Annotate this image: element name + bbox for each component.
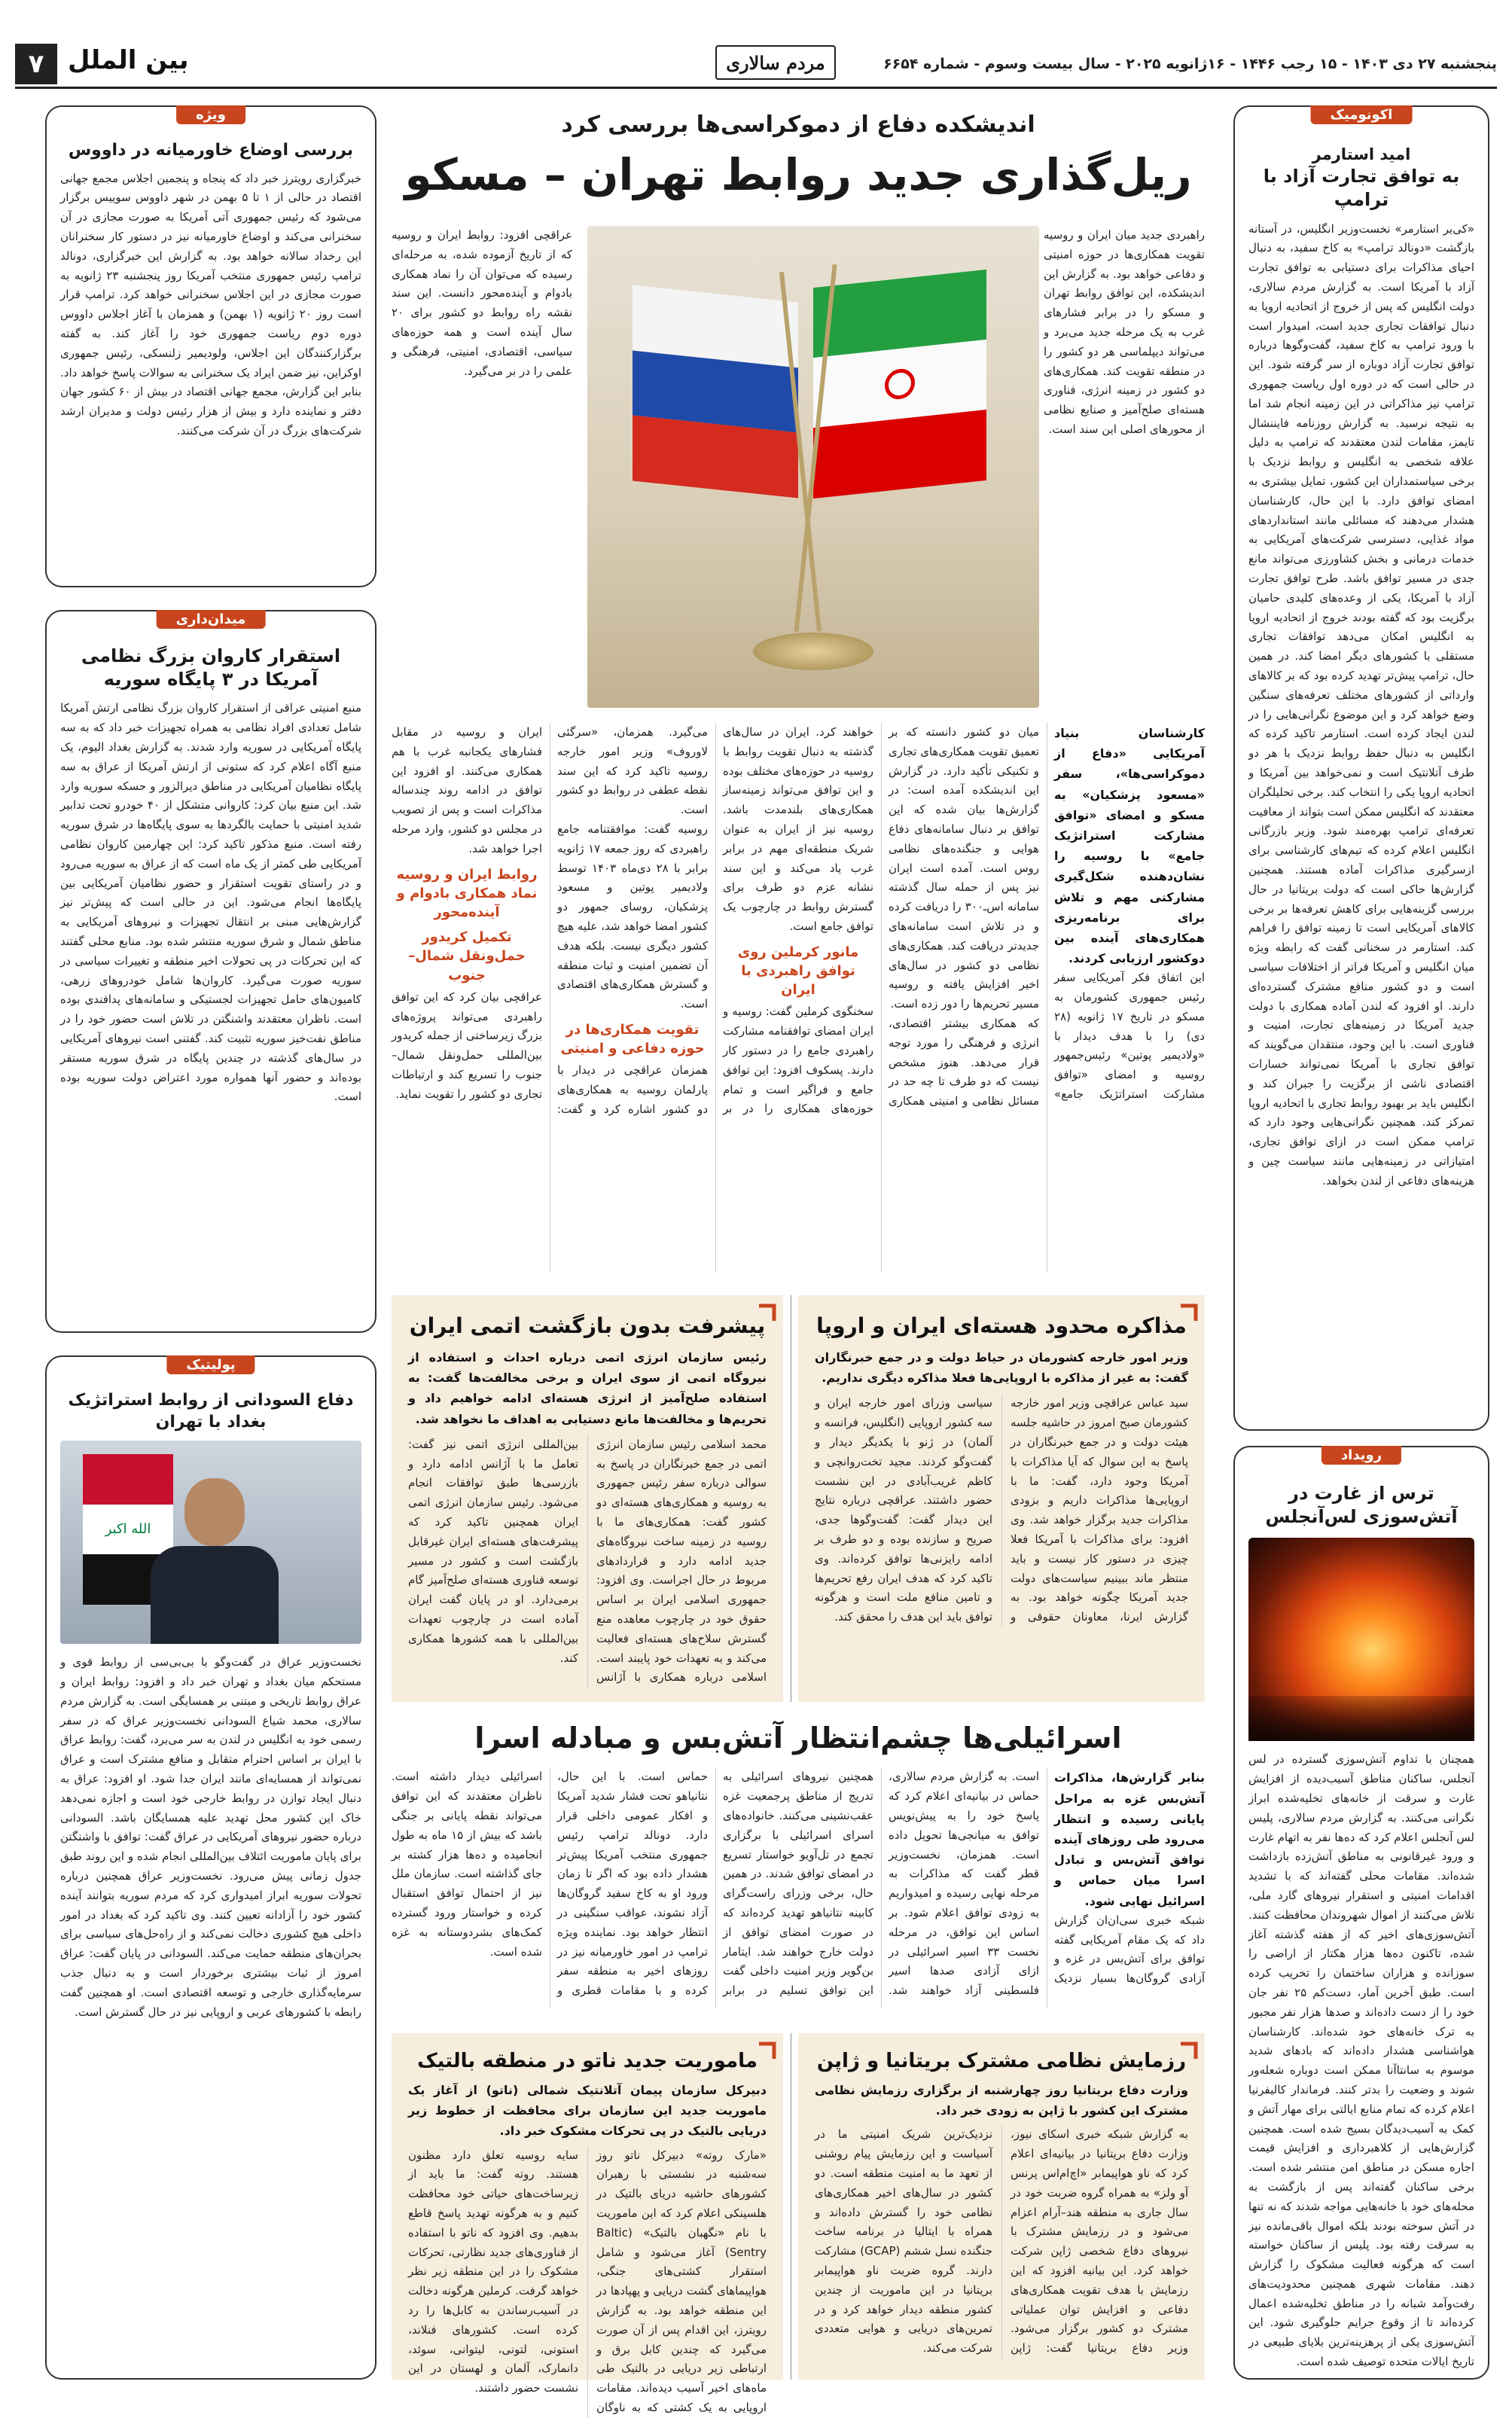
story-lead: وزیر امور خارجه کشورمان در حیاط دولت و در جمع خبرنگاران گفت: به غیر از مذاکره با اروپایی‌ها فعلا مذاکره دیگری نداریم.	[815, 1350, 1188, 1386]
story-body: شبکه خبری سی‌ان‌ان گزارش داد که یک مقام آمریکایی گفته توافق برای آتش‌بس در غزه و آزادی گروگان‌ها بسیار نزدیک است. به گزارش مردم سالاری، حماس در بیانیه‌ای اعلام کرد که پاسخ خود را به پیش‌نویس توافق به میانجی‌ها تحویل داده است. همزمان، نخست‌وزیر قطر گفت که مذاکرات به مرحله نهایی رسیده و امیدواریم به زودی توافق اعلام شود. بر اساس این توافق، در مرحله نخست ۳۳ اسیر اسرائیلی در ازای آزادی صدها اسیر فلسطینی آزاد خواهند شد. همچنین نیروهای اسرائیلی به تدریج از مناطق پرجمعیت غزه عقب‌نشینی می‌کنند. خانواده‌های اسرای اسرائیلی با برگزاری تجمع در تل‌آویو خواستار تسریع در امضای توافق شدند. در همین حال، برخی وزرای راست‌گرای کابینه نتانیاهو تهدید کرده‌اند که در صورت امضای توافق از دولت خارج خواهند شد. ایتامار بن‌گویر وزیر امنیت داخلی گفت این توافق تسلیم در برابر حماس است. با این حال، نتانیاهو تحت فشار شدید آمریکا و افکار عمومی داخلی قرار دارد. دونالد ترامپ رئیس جمهوری منتخب آمریکا پیش‌تر هشدار داده بود که اگر تا زمان ورود او به کاخ سفید گروگان‌ها آزاد نشوند، عواقب سنگینی در انتظار خواهد بود. نماینده ویژه ترامپ در امور خاورمیانه نیز در روزهای اخیر به منطقه سفر کرده و با مقامات قطری و اسرائیلی دیدار داشته است. ناظران معتقدند که این توافق می‌تواند نقطه پایانی بر جنگی باشد که بیش از ۱۵ ماه به طول انجامیده و ده‌ها هزار کشته بر جای گذاشته است. سازمان ملل نیز از احتمال توافق استقبال کرده و خواستار ورود گسترده کمک‌های بشردوستانه به غزه شده است.	[392, 1770, 1205, 1998]
main-story	[392, 105, 1205, 1280]
trump-trade-box	[1233, 105, 1489, 1431]
flag-base	[753, 633, 873, 670]
main-lead: کارشناسان بنیاد آمریکایی «دفاع از دموکراسی‌ها»، سفر «مسعود پزشکیان» به مسکو و امضای «توافق مشارکت استراتژیک جامع» با روسیه را نشان‌دهنده شکل‌گیری مشارکتی مهم و تلاش برای برنامه‌ریزی همکاری‌های آینده بین دوکشور ارزیابی کردند.	[1054, 726, 1205, 966]
masthead-text: مردم سالاری	[726, 52, 825, 74]
story-lead: رئیس سازمان انرژی اتمی درباره احداث و استفاده از نیروگاه اتمی از سوی ایران و برخی مخالفت‌ها گفت: به استفاده صلح‌آمیز از انرژی هسته‌ای ادامه خواهیم داد و تحریم‌ها و مخالفت‌ها مانع دستیابی به اهداف ما نخواهد شد.	[408, 1350, 767, 1426]
la-fire-box	[1233, 1446, 1489, 2380]
section-tag: ویژه	[176, 105, 245, 124]
russia-flag	[633, 285, 798, 498]
iraq-box	[45, 1355, 376, 2380]
corner-mark-icon	[756, 2041, 777, 2062]
page-number-badge	[15, 44, 57, 84]
story-body: سید عباس عراقچی وزیر امور خارجه کشورمان صبح امروز در حاشیه جلسه هیئت دولت و در جمع خبرنگاران در پاسخ به این سوال که آیا مذاکرات با آمریکا وجود دارد، گفت: ما با اروپایی‌ها مذاکرات داریم و بزودی مذاکرات جدید برگزار خواهد شد. وی افزود: برای مذاکرات با آمریکا فعلا چیزی در دستور کار نیست و باید منتظر ماند ببینیم سیاست‌های دولت جدید آمریکا چگونه خواهد بود. به گزارش ایرنا، معاونان حقوقی و سیاسی وزرای امور خارجه ایران و سه کشور اروپایی (انگلیس، فرانسه و آلمان) در ژنو با یکدیگر دیدار و گفت‌وگو کردند. مجید تخت‌روانچی و کاظم غریب‌آبادی در این نشست حضور داشتند. عراقچی درباره نتایج این دیدار گفت: گفت‌وگوها جدی، صریح و سازنده بوده و دو طرف بر ادامه رایزنی‌ها توافق کرده‌اند. وی تاکید کرد که هدف ایران رفع تحریم‌ها و تامین منافع ملت است و هرگونه توافق باید این هدف را محقق کند.	[815, 1396, 1188, 1624]
main-body-1: این اتفاق فکر آمریکایی سفر رئیس جمهوری کشورمان به مسکو در تاریخ ۱۷ ژانویه (۲۸ دی) را با هدف دیدار با «ولادیمیر پوتین» رئیس‌جمهور روسیه و امضای «توافق مشارکت استراتژیک جامع» میان دو کشور دانسته که بر تعمیق تقویت همکاری‌های تجاری و تکنیکی تأکید دارد. در گزارش این اندیشکده آمده است: در گزارش‌ها بیان شده که این توافق بر دنبال سامانه‌های دفاع هوایی و جنگنده‌های نظامی روس است. آمده است ایران نیز پس از حمله سال گذشته سامانه اس‌ـ۳۰۰ را دریافت کرده و در تلاش است سامانه‌های جدیدتر دریافت کند. همکاری‌های نظامی دو کشور در سال‌های اخیر افزایش یافته و روسیه مسیر تحریم‌ها را دور زده است.	[889, 725, 1205, 1102]
main-sub-1: مانور کرملین روی توافق راهبردی با ایران	[737, 944, 859, 999]
story-body: به گزارش شبکه خبری اسکای نیوز، وزارت دفاع بریتانیا در بیانیه‌ای اعلام کرد که ناو هواپیمابر «اچ‌ام‌اس پرنس آو ولز» به همراه گروه ضربت خود در سال جاری به منطقه هند–آرام اعزام می‌شود و در رزمایش مشترک با نیروهای دفاع شخصی ژاپن شرکت خواهد کرد. این بیانیه افزود که این رزمایش با هدف تقویت همکاری‌های دفاعی و افزایش توان عملیاتی مشترک دو کشور برگزار می‌شود. وزیر دفاع بریتانیا گفت: ژاپن نزدیک‌ترین شریک امنیتی ما در آسیاست و این رزمایش پیام روشنی از تعهد ما به امنیت منطقه است. دو کشور در سال‌های اخیر همکاری‌های نظامی خود را گسترش داده‌اند و همراه با ایتالیا در برنامه ساخت جنگنده نسل ششم (GCAP) مشارکت دارند. گروه ضربت ناو هواپیمابر بریتانیا در این ماموریت از چندین کشور منطقه دیدار خواهد کرد و در تمرین‌های دریایی و هوایی متعددی شرکت می‌کند.	[815, 2127, 1188, 2355]
corner-mark-icon	[756, 1303, 777, 1324]
main-kicker: اندیشکده دفاع از دموکراسی‌ها بررسی کرد	[561, 111, 1035, 138]
iraq-flag: الله اکبر	[83, 1454, 173, 1605]
story-title: ترس از غارت در آتش‌سوزی لس‌آنجلس	[1265, 1483, 1458, 1528]
nato-baltic-box	[392, 2033, 783, 2414]
section-tag: پولیتیک	[166, 1355, 255, 1374]
section-title: بین الملل	[68, 45, 189, 75]
story-body: خبرگزاری رویترز خبر داد که پنجاه و پنجمین اجلاس مجمع جهانی اقتصاد در حالی از ۱ تا ۵ بهمن در شهر داووس سوییس برگزار می‌شود که رئیس جمهوری آتی آمریکا به صورت مجازی در آن سخنرانی می‌کند و اوضاع خاورمیانه نیز در دستور کار سخنرانان این رخداد سالانه خواهد بود. به گزارش این خبرگزاری، دونالد ترامپ رئیس جمهوری منتخب آمریکا روز پنجشنبه ۲۳ ژانویه به صورت مجازی در این اجلاس سخنرانی خواهد کرد. ترامپ قرار است روز ۲۰ ژانویه (۱ بهمن) و همزمان با آغاز اجلاس داووس دوره دوم ریاست جمهوری خود را آغاز کند. به گفته برگزارکنندگان این اجلاس، ولودیمیر زلنسکی، رئیس جمهوری اوکراین، نیز ضمن ایراد یک سخنرانی به سوالات پاسخ خواهد داد. بنابر این گزارش، مجمع جهانی اقتصاد در بیش از ۶۰ کشور جهان دفتر و نماینده دارد و بیش از هزار رئیس دولت و مدیران ارشد شرکت‌های بزرگ در آن شرکت می‌کنند.	[60, 171, 362, 438]
main-body-6: عراقچی افزود: روابط ایران و روسیه که از تاریخ آزموده شده، به مرحله‌ای رسیده که می‌توان آن را نماد همکاری بادوام و آینده‌محور دانست. این سند نقشه راه روابط دو کشور برای ۲۰ سال آینده است و همه حوزه‌های سیاسی، اقتصادی، امنیتی، فرهنگی و علمی را در بر می‌گیرد.	[392, 228, 572, 378]
story-title: بررسی اوضاع خاورمیانه در داووس	[68, 141, 354, 160]
story-lead: دبیرکل سازمان پیمان آتلانتیک شمالی (ناتو) از آغاز یک ماموریت جدید این سازمان برای محافظت از خطوط زیر دریایی بالتیک در پی تحرکات مشکوک خبر داد.	[408, 2083, 767, 2139]
main-sub-4: تکمیل کریدور حمل‌ونقل شمال–جنوب	[408, 929, 526, 983]
story-title: رزمایش نظامی مشترک بریتانیا و ژاپن	[816, 2050, 1187, 2072]
story-body: نخست‌وزیر عراق در گفت‌وگو با بی‌بی‌سی از روابط قوی و مستحکم میان بغداد و تهران خبر داد و افزود: روابط ایران و عراق روابط تاریخی و مبتنی بر همسایگی است. به گزارش مردم سالاری، محمد شیاع السودانی نخست‌وزیر عراق که در سفر رسمی خود به انگلیس در لندن به سر می‌برد، گفت: روابط عراق با ایران بر اساس احترام متقابل و منافع مشترک است و عراق نمی‌تواند از همسایه‌ای مانند ایران جدا شود. او افزود: عراق به دنبال ایجاد توازن در روابط خارجی خود است و اجازه نمی‌دهد خاک این کشور محل تهدید علیه همسایگان باشد. السودانی درباره حضور نیروهای آمریکایی در عراق گفت: توافق با واشنگتن برای پایان ماموریت ائتلاف بین‌المللی انجام شده و این روند طبق جدول زمانی پیش می‌رود. نخست‌وزیر عراق همچنین درباره تحولات سوریه ابراز امیدواری کرد که مردم سوریه بتوانند آینده کشور خود را آزادانه تعیین کنند. وی تاکید کرد که بغداد در امور داخلی هیچ کشوری دخالت نمی‌کند و از راه‌حل‌های سیاسی برای بحران‌های منطقه حمایت می‌کند. السودانی در پایان گفت: عراق امروز از ثبات بیشتری برخوردار است و به دنبال جذب سرمایه‌گذاری خارجی و توسعه اقتصادی است. او همچنین گفت رابطه با کشورهای عربی و اروپایی نیز در حال گسترش است.	[60, 1655, 361, 2019]
main-headline: ریل‌گذاری جدید روابط تهران – مسکو	[404, 149, 1192, 200]
section-tag: اکونومیک	[1311, 105, 1413, 124]
story-title-small: امید استارمر	[1312, 145, 1411, 163]
corner-mark-icon	[1178, 2041, 1199, 2062]
section-tag: میدان‌داری	[157, 610, 266, 629]
date-line: پنجشنبه ۲۷ دی ۱۴۰۳ - ۱۵ رجب ۱۴۴۶ - ۱۶ژانویه ۲۰۲۵ - سال بیست وسوم - شماره ۶۶۵۴	[883, 56, 1497, 72]
story-body: منبع امنیتی عراقی از استقرار کاروان بزرگ نظامی ارتش آمریکا شامل تعدادی افراد نظامی به همراه تجهیزات خبر داد که به سه پایگاه آمریکایی در سوریه وارد شدند. به گزارش بغداد الیوم، یک منبع آگاه اعلام کرد که ستونی از ارتش آمریکا از عراق به سه پایگاه نظامیان آمریکایی در مناطق دیرالزور و حسکه سوریه وارد شد. این منبع بیان کرد: کاروانی متشکل از ۴۰ خودرو تحت تدابیر شدید امنیتی با حمایت بالگردها به سوی پایگاه‌ها در شرق سوریه رفته است. منبع مذکور تاکید کرد: این چهارمین کاروان نظامی آمریکایی طی کمتر از یک ماه است که از عراق به سوریه می‌رود و در راستای تقویت استقرار و حضور نظامیان آمریکایی بین پایگاه‌ها انجام می‌شود. این در حالی است که پیش‌تر نیز گزارش‌هایی مبنی بر انتقال تجهیزات و نیروهای آمریکایی به مناطق شمال و شرق سوریه منتشر شده بود. منابع محلی گفتند که این تحرکات در پی تحولات اخیر منطقه و تغییرات سیاسی در سوریه صورت می‌گیرد. کاروان‌ها شامل خودروهای زرهی، کامیون‌های حامل تجهیزات لجستیکی و سامانه‌های پدافندی بوده است. ناظران معتقدند واشنگتن در تلاش است حضور خود را در مناطق نفت‌خیز سوریه تثبیت کند. گفتنی است نیروهای آمریکایی در سال‌های گذشته در چندین پایگاه در شرق سوریه مستقر بوده‌اند و حضور آنها همواره مورد اعتراض دولت سوریه بوده است.	[60, 701, 361, 1104]
story-body: همچنان با تداوم آتش‌سوزی گسترده در لس آنجلس، ساکنان مناطق آسیب‌دیده از افزایش غارت و سرقت از خانه‌های تخلیه‌شده ابراز نگرانی می‌کنند. به گزارش مردم سالاری، پلیس لس آنجلس اعلام کرد که ده‌ها نفر به اتهام غارت و ورود غیرقانونی به مناطق آتش‌زده بازداشت شده‌اند. مقامات محلی گفته‌اند که با تشدید اقدامات امنیتی و استقرار نیروهای گارد ملی، تلاش می‌کنند از اموال شهروندان محافظت کنند. آتش‌سوزی‌های اخیر که از هفته گذشته آغاز شده، تاکنون ده‌ها هزار هکتار از اراضی را سوزانده و هزاران ساختمان را تخریب کرده است. طبق آخرین آمار، دست‌کم ۲۵ نفر جان خود را از دست داده‌اند و صدها هزار نفر مجبور به ترک خانه‌های خود شده‌اند. کارشناسان هواشناسی هشدار داده‌اند که بادهای شدید موسوم به سانتاآنا ممکن است دوباره شعله‌ور شوند و وضعیت را بدتر کنند. فرماندار کالیفرنیا اعلام کرده که تمام منابع ایالتی برای مهار آتش و کمک به آسیب‌دیدگان بسیج شده است. همچنین گزارش‌هایی از کلاهبرداری و افزایش قیمت اجاره مسکن در مناطق امن منتشر شده است. برخی ساکنان گفته‌اند پس از بازگشت به محله‌های خود با خانه‌هایی مواجه شدند که نه تنها در آتش سوخته بودند بلکه اموال باقی‌مانده نیز به سرقت رفته بود. پلیس از ساکنان خواسته است که هرگونه فعالیت مشکوک را گزارش دهند. مقامات شهری همچنین محدودیت‌های رفت‌وآمد شبانه را در مناطق تخلیه‌شده اعمال کرده‌اند تا از وقوع جرایم جلوگیری شود. این آتش‌سوزی یکی از پرهزینه‌ترین بلایای طبیعی در تاریخ ایالات متحده توصیف شده است.	[1248, 1752, 1474, 2369]
section-tag: رویداد	[1321, 1446, 1401, 1465]
story-lead: وزارت دفاع بریتانیا روز چهارشنبه از برگزاری رزمایش نظامی مشترک این کشور با ژاپن به زودی خبر داد.	[815, 2083, 1188, 2118]
main-body-3: سخنگوی کرملین گفت: روسیه و ایران امضای توافقنامه مشارکت راهبردی جامع را در دستور کار دارند. پسکوف افزود: این توافق جامع و فراگیر است و تمام حوزه‌های همکاری را در بر می‌گیرد. همزمان، «سرگئی لاوروف» وزیر امور خارجه روسیه تاکید کرد که این سند نقطه عطفی در روابط دو کشور است.	[557, 725, 873, 1116]
sudani-photo	[60, 1441, 361, 1644]
header-bar	[15, 39, 1497, 89]
uk-japan-box	[798, 2033, 1205, 2380]
main-body-7: عراقچی بیان کرد که این توافق راهبردی می‌تواند پروژه‌های بزرگ زیرساختی از جمله کریدور بین‌المللی حمل‌ونقل شمال–جنوب را تسریع کند و ارتباطات تجاری دو کشور را تقویت نماید.	[392, 989, 542, 1101]
davos-box	[45, 105, 376, 587]
main-body-right	[1044, 226, 1205, 708]
main-sub-3: روابط ایران و روسیه نماد همکاری بادوام و آینده‌محور	[396, 866, 538, 920]
main-sub-2: تقویت همکاری‌ها در حوزه دفاعی و امنیتی	[560, 1021, 705, 1057]
masthead-logo	[715, 45, 836, 80]
story-headline: اسرائیلی‌ها چشم‌انتظار آتش‌بس و مبادله اسرا	[474, 1721, 1122, 1755]
fire-silhouette	[1248, 1696, 1474, 1741]
main-columns	[392, 723, 1205, 1273]
page-number: ۷	[28, 49, 44, 79]
iran-flag	[813, 270, 986, 499]
story-body: محمد اسلامی رئیس سازمان انرژی اتمی در جمع خبرنگاران در پاسخ به سوالی درباره سفر رئیس جمهوری به روسیه و همکاری‌های هسته‌ای دو کشور گفت: همکاری‌های ما با روسیه در زمینه ساخت نیروگاه‌های جدید ادامه دارد و قراردادهای مربوط در حال اجراست. وی افزود: جمهوری اسلامی ایران بر اساس حقوق خود در چارچوب معاهده منع گسترش سلاح‌های هسته‌ای فعالیت می‌کند و به تعهدات خود پایبند است. اسلامی درباره همکاری با آژانس بین‌المللی انرژی اتمی نیز گفت: تعامل ما با آژانس ادامه دارد و بازرسی‌ها طبق توافقات انجام می‌شود. رئیس سازمان انرژی اتمی ایران همچنین تاکید کرد که پیشرفت‌های هسته‌ای ایران غیرقابل بازگشت است و کشور در مسیر توسعه فناوری هسته‌ای صلح‌آمیز گام برمی‌دارد. او در پایان گفت ایران آماده است در چارچوب تعهدات بین‌المللی با همه کشورها همکاری کند.	[408, 1437, 767, 1685]
story-title: ماموریت جدید ناتو در منطقه بالتیک	[417, 2050, 758, 2072]
flags-photo	[587, 226, 1039, 708]
main-body-5: همزمان عراقچی در دیدار با پارلمان روسیه به همکاری‌های دو کشور اشاره کرد و گفت: ایران و روسیه در مقابل فشارهای یکجانبه غرب با هم همکاری می‌کنند. او افزود این توافق در ادامه روند چندساله مذاکرات است و پس از تصویب در مجلس دو کشور، وارد مرحله اجرا خواهد شد.	[392, 725, 708, 1116]
story-title: دفاع السودانی از روابط استراتژیک بغداد با تهران	[68, 1391, 354, 1432]
nuclear-talks-box	[798, 1295, 1205, 1702]
story-title: مذاکره محدود هسته‌ای ایران و اروپا	[816, 1313, 1187, 1338]
fire-photo	[1248, 1538, 1474, 1741]
main-body-4: روسیه گفت: موافقتنامه جامع راهبردی که روز جمعه ۱۷ ژانویه برابر با ۲۸ دی‌ماه ۱۴۰۳ توسط ولادیمیر پوتین و مسعود پزشکیان، روسای جمهور دو کشور امضا خواهد شد، علیه هیچ کشور دیگری نیست. بلکه هدف آن تضمین امنیت و ثبات منطقه و گسترش همکاری‌های اقتصادی است.	[557, 822, 709, 1011]
nuclear-peace-box	[392, 1295, 783, 1702]
israel-story	[392, 1717, 1205, 2018]
main-body-8: راهبردی جدید میان ایران و روسیه تقویت همکاری‌ها در حوزه امنیتی و دفاعی خواهد بود. به گزارش این اندیشکده، این توافق روابط تهران و مسکو را در برابر فشارهای غرب به یک مرحله جدید می‌برد و می‌تواند دیپلماسی هر دو کشور را در منطقه تقویت کند. همکاری‌های دو کشور در زمینه انرژی، فناوری هسته‌ای صلح‌آمیز و صنایع نظامی از محورهای اصلی این سند است.	[1044, 228, 1205, 436]
story-title: استقرار کاروان بزرگ نظامی آمریکا در ۳ پایگاه سوریه	[81, 645, 341, 691]
story-lead: بنابر گزارش‌ها، مذاکرات آتش‌بس غزه به مراحل پایانی رسیده و انتظار می‌رود طی روزهای آینده توافق آتش‌بس و تبادل اسرا میان حماس و اسرائیل نهایی شود.	[1054, 1770, 1205, 1908]
person-silhouette	[151, 1478, 279, 1644]
story-body: «کی‌یر استارمر» نخست‌وزیر انگلیس، در آستانه بازگشت «دونالد ترامپ» به کاخ سفید، به دنبال احیای مذاکرات برای دستیابی به توافق تجارت آزاد با آمریکا است. به گزارش مردم سالاری، دولت انگلیس که پس از خروج از اتحادیه اروپا به دنبال توافقات تجاری جدید است، امیدوار است با ورود ترامپ به کاخ سفید، گفت‌وگوها درباره توافق تجارت آزاد دوباره از سر گرفته شود. این در حالی است که در دوره اول ریاست جمهوری ترامپ نیز مذاکراتی در این زمینه انجام شد اما به نتیجه نرسید. به گزارش روزنامه فایننشال تایمز، مقامات لندن معتقدند که ترامپ به دلیل علاقه شخصی به انگلیس و روابط نزدیک با برخی سیاستمداران این کشور، تمایل بیشتری به امضای توافق دارد. با این حال، کارشناسان هشدار می‌دهند که مسائلی مانند استانداردهای مواد غذایی، دسترسی شرکت‌های آمریکایی به خدمات درمانی و بخش کشاورزی می‌تواند مانع جدی در مسیر توافق باشد. طرح توافق تجارت آزاد با آمریکا، یکی از وعده‌های کلیدی حامیان برگزیت بود که گفته بودند خروج از اتحادیه اروپا به انگلیس امکان می‌دهد توافقات تجاری مستقلی با کشورهای دیگر امضا کند. در همین حال، ترامپ پیش‌تر تهدید کرده بود که بر کالاهای وارداتی از کشورهای مختلف تعرفه‌های سنگین وضع خواهد کرد و این موضوع نگرانی‌هایی را در لندن ایجاد کرده است. استارمر تاکید کرده که انگلیس به دنبال حفظ روابط نزدیک با هر دو طرف آتلانتیک است و نمی‌خواهد بین آمریکا و اتحادیه اروپا یکی را انتخاب کند. برخی تحلیلگران معتقدند که انگلیس ممکن است بتواند از معافیت تعرفه‌ای ترامپ بهره‌مند شود. وزیر بازرگانی انگلیس اعلام کرده که تیم‌های کارشناسی برای ازسرگیری مذاکرات آماده هستند. همچنین گزارش‌ها حاکی است که دولت بریتانیا در حال بررسی گزینه‌هایی برای کاهش تعرفه‌ها بر برخی کالاهای آمریکایی است تا زمینه توافق را فراهم کند. استارمر در سخنانی گفت که رابطه ویژه میان انگلیس و آمریکا فراتر از اختلافات سیاسی است و دو کشور منافع مشترک گسترده‌ای دارند. او افزود که لندن آماده همکاری با دولت جدید آمریکا در زمینه‌های تجارت، امنیت و فناوری است. با این وجود، منتقدان می‌گویند که توافق تجاری با آمریکا نمی‌تواند خسارات اقتصادی ناشی از برگزیت را جبران کند و انگلیس باید بر بهبود روابط تجاری با اتحادیه اروپا تمرکز کند. همچنین نگرانی‌هایی وجود دارد که ترامپ ممکن است در ازای توافق تجاری، امتیازاتی در زمینه‌هایی مانند سیاست چین و هزینه‌های دفاعی از لندن بخواهد.	[1248, 221, 1474, 1188]
story-body: «مارک روته» دبیرکل ناتو روز سه‌شنبه در نشستی با رهبران کشورهای حاشیه دریای بالتیک در هلسینکی اعلام کرد که این ماموریت با نام «نگهبان بالتیک» (Baltic Sentry) آغاز می‌شود و شامل استقرار کشتی‌های جنگی، هواپیماهای گشت دریایی و پهپادها در این منطقه خواهد بود. به گزارش رویترز، این اقدام پس از آن صورت می‌گیرد که چندین کابل برق و ارتباطی زیر دریایی در بالتیک طی ماه‌های اخیر آسیب دیده‌اند. مقامات اروپایی به یک کشتی که به ناوگان سایه روسیه تعلق دارد مظنون هستند. روته گفت: ما باید از زیرساخت‌های حیاتی خود محافظت کنیم و به هرگونه تهدید پاسخ قاطع بدهیم. وی افزود که ناتو با استفاده از فناوری‌های جدید نظارتی، تحرکات مشکوک را در این منطقه زیر نظر خواهد گرفت. کرملین هرگونه دخالت در آسیب‌رساندن به کابل‌ها را رد کرده است. کشورهای فنلاند، استونی، لتونی، لیتوانی، سوئد، دانمارک، آلمان و لهستان در این نشست حضور داشتند.	[408, 2148, 767, 2414]
syria-box	[45, 610, 376, 1333]
story-title: به توافق تجارت آزاد با ترامپ	[1263, 166, 1460, 211]
israel-columns	[392, 1767, 1205, 2008]
main-body-left-top	[392, 226, 572, 708]
main-body-2: که همکاری بیشتر اقتصادی، انرژی و فرهنگی را مورد توجه قرار می‌دهد. هنوز مشخص نیست که دو طرف تا چه حد در مسائل نظامی و امنیتی همکاری خواهند کرد. ایران در سال‌های گذشته به دنبال تقویت روابط با روسیه در حوزه‌های مختلف بوده و این توافق می‌تواند زمینه‌ساز همکاری‌های بلندمدت باشد. روسیه نیز از ایران به عنوان شریک منطقه‌ای مهم در برابر غرب یاد می‌کند و این سند نشانه عزم دو طرف برای گسترش روابط در چارچوب یک توافق جامع است.	[723, 725, 1039, 1108]
story-title: پیشرفت بدون بازگشت اتمی ایران	[409, 1313, 766, 1338]
corner-mark-icon	[1178, 1303, 1199, 1324]
